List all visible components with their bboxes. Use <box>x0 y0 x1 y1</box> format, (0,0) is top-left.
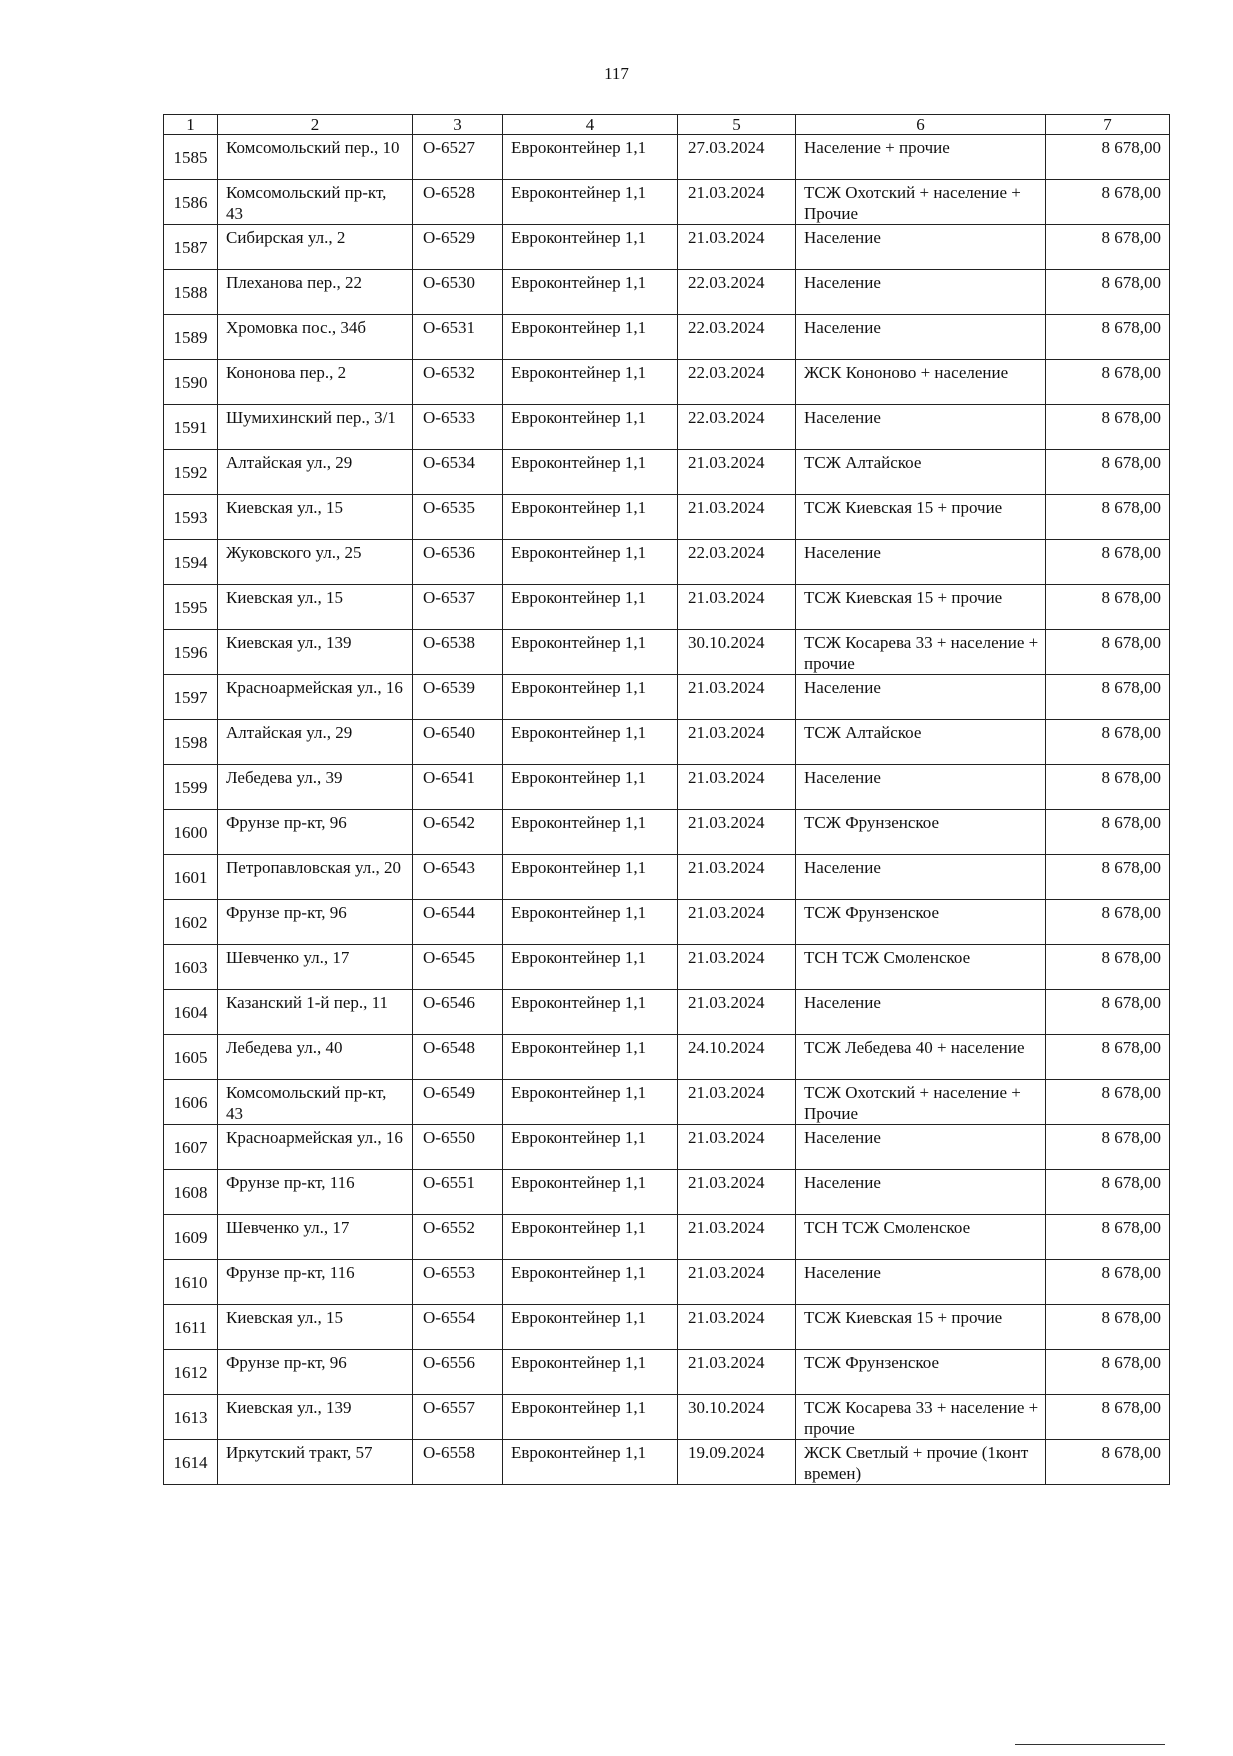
date-cell: 19.09.2024 <box>678 1440 796 1485</box>
container-cell: Евроконтейнер 1,1 <box>503 225 678 270</box>
table-row <box>164 945 1170 990</box>
container-cell: Евроконтейнер 1,1 <box>503 450 678 495</box>
container-cell: Евроконтейнер 1,1 <box>503 1215 678 1260</box>
address-cell: Красноармейская ул., 16 <box>218 1125 413 1170</box>
row-number: 1589 <box>164 315 218 360</box>
address-cell: Шевченко ул., 17 <box>218 945 413 990</box>
price-cell: 8 678,00 <box>1046 1305 1170 1350</box>
container-cell: Евроконтейнер 1,1 <box>503 675 678 720</box>
address-cell: Алтайская ул., 29 <box>218 720 413 765</box>
address-cell: Киевская ул., 15 <box>218 1305 413 1350</box>
table-row <box>164 135 1170 180</box>
owner-cell: Население <box>796 225 1046 270</box>
price-cell: 8 678,00 <box>1046 1215 1170 1260</box>
code-cell: О-6546 <box>413 990 503 1035</box>
code-cell: О-6551 <box>413 1170 503 1215</box>
container-cell: Евроконтейнер 1,1 <box>503 180 678 225</box>
container-cell: Евроконтейнер 1,1 <box>503 810 678 855</box>
code-cell: О-6536 <box>413 540 503 585</box>
date-cell: 21.03.2024 <box>678 1305 796 1350</box>
table-row <box>164 990 1170 1035</box>
price-cell: 8 678,00 <box>1046 1035 1170 1080</box>
price-cell: 8 678,00 <box>1046 855 1170 900</box>
code-cell: О-6530 <box>413 270 503 315</box>
address-cell: Петропавловская ул., 20 <box>218 855 413 900</box>
container-cell: Евроконтейнер 1,1 <box>503 1125 678 1170</box>
table-row <box>164 900 1170 945</box>
price-cell: 8 678,00 <box>1046 135 1170 180</box>
column-header: 2 <box>218 115 413 135</box>
container-cell: Евроконтейнер 1,1 <box>503 270 678 315</box>
price-cell: 8 678,00 <box>1046 630 1170 675</box>
price-cell: 8 678,00 <box>1046 1260 1170 1305</box>
owner-cell: Население <box>796 270 1046 315</box>
owner-cell: ТСЖ Алтайское <box>796 720 1046 765</box>
code-cell: О-6549 <box>413 1080 503 1125</box>
code-cell: О-6531 <box>413 315 503 360</box>
date-cell: 21.03.2024 <box>678 900 796 945</box>
row-number: 1586 <box>164 180 218 225</box>
table-row <box>164 720 1170 765</box>
code-cell: О-6538 <box>413 630 503 675</box>
column-header: 6 <box>796 115 1046 135</box>
code-cell: О-6556 <box>413 1350 503 1395</box>
price-cell: 8 678,00 <box>1046 720 1170 765</box>
container-cell: Евроконтейнер 1,1 <box>503 360 678 405</box>
row-number: 1605 <box>164 1035 218 1080</box>
address-cell: Комсомольский пер., 10 <box>218 135 413 180</box>
address-cell: Фрунзе пр-кт, 116 <box>218 1260 413 1305</box>
code-cell: О-6540 <box>413 720 503 765</box>
owner-cell: ТСН ТСЖ Смоленское <box>796 945 1046 990</box>
table-row <box>164 1125 1170 1170</box>
code-cell: О-6557 <box>413 1395 503 1440</box>
price-cell: 8 678,00 <box>1046 1080 1170 1125</box>
owner-cell: Население <box>796 540 1046 585</box>
row-number: 1600 <box>164 810 218 855</box>
container-cell: Евроконтейнер 1,1 <box>503 405 678 450</box>
row-number: 1596 <box>164 630 218 675</box>
date-cell: 21.03.2024 <box>678 675 796 720</box>
date-cell: 30.10.2024 <box>678 1395 796 1440</box>
container-cell: Евроконтейнер 1,1 <box>503 540 678 585</box>
container-cell: Евроконтейнер 1,1 <box>503 630 678 675</box>
table-row <box>164 450 1170 495</box>
address-cell: Комсомольский пр-кт, 43 <box>218 180 413 225</box>
row-number: 1613 <box>164 1395 218 1440</box>
date-cell: 21.03.2024 <box>678 990 796 1035</box>
address-cell: Алтайская ул., 29 <box>218 450 413 495</box>
row-number: 1614 <box>164 1440 218 1485</box>
owner-cell: ТСЖ Фрунзенское <box>796 1350 1046 1395</box>
price-cell: 8 678,00 <box>1046 1170 1170 1215</box>
owner-cell: ТСЖ Киевская 15 + прочие <box>796 1305 1046 1350</box>
date-cell: 21.03.2024 <box>678 1260 796 1305</box>
address-cell: Красноармейская ул., 16 <box>218 675 413 720</box>
table-row <box>164 1350 1170 1395</box>
owner-cell: ТСЖ Косарева 33 + население + прочие <box>796 1395 1046 1440</box>
owner-cell: Население <box>796 1170 1046 1215</box>
table-row <box>164 675 1170 720</box>
address-cell: Киевская ул., 139 <box>218 1395 413 1440</box>
container-cell: Евроконтейнер 1,1 <box>503 1440 678 1485</box>
row-number: 1588 <box>164 270 218 315</box>
row-number: 1611 <box>164 1305 218 1350</box>
container-cell: Евроконтейнер 1,1 <box>503 855 678 900</box>
table-row <box>164 1305 1170 1350</box>
address-cell: Фрунзе пр-кт, 96 <box>218 810 413 855</box>
date-cell: 21.03.2024 <box>678 810 796 855</box>
bottom-rule <box>1015 1744 1165 1745</box>
owner-cell: Население <box>796 405 1046 450</box>
owner-cell: ТСЖ Киевская 15 + прочие <box>796 585 1046 630</box>
table-row <box>164 540 1170 585</box>
code-cell: О-6544 <box>413 900 503 945</box>
date-cell: 21.03.2024 <box>678 1350 796 1395</box>
date-cell: 30.10.2024 <box>678 630 796 675</box>
row-number: 1593 <box>164 495 218 540</box>
date-cell: 21.03.2024 <box>678 1170 796 1215</box>
owner-cell: ТСЖ Фрунзенское <box>796 810 1046 855</box>
owner-cell: Население <box>796 1260 1046 1305</box>
code-cell: О-6535 <box>413 495 503 540</box>
address-cell: Лебедева ул., 39 <box>218 765 413 810</box>
table-row <box>164 495 1170 540</box>
address-cell: Кононова пер., 2 <box>218 360 413 405</box>
table-row <box>164 630 1170 675</box>
owner-cell: Население + прочие <box>796 135 1046 180</box>
owner-cell: ТСЖ Алтайское <box>796 450 1046 495</box>
price-cell: 8 678,00 <box>1046 990 1170 1035</box>
registry-table-wrapper <box>163 114 1169 1485</box>
owner-cell: ЖСК Светлый + прочие (1конт времен) <box>796 1440 1046 1485</box>
date-cell: 21.03.2024 <box>678 1215 796 1260</box>
owner-cell: Население <box>796 1125 1046 1170</box>
code-cell: О-6543 <box>413 855 503 900</box>
code-cell: О-6529 <box>413 225 503 270</box>
owner-cell: ТСЖ Лебедева 40 + население <box>796 1035 1046 1080</box>
container-cell: Евроконтейнер 1,1 <box>503 585 678 630</box>
date-cell: 22.03.2024 <box>678 315 796 360</box>
container-cell: Евроконтейнер 1,1 <box>503 1260 678 1305</box>
row-number: 1594 <box>164 540 218 585</box>
price-cell: 8 678,00 <box>1046 180 1170 225</box>
price-cell: 8 678,00 <box>1046 1350 1170 1395</box>
price-cell: 8 678,00 <box>1046 810 1170 855</box>
column-header: 4 <box>503 115 678 135</box>
date-cell: 21.03.2024 <box>678 1125 796 1170</box>
owner-cell: Население <box>796 990 1046 1035</box>
address-cell: Киевская ул., 15 <box>218 585 413 630</box>
address-cell: Фрунзе пр-кт, 96 <box>218 900 413 945</box>
code-cell: О-6553 <box>413 1260 503 1305</box>
row-number: 1607 <box>164 1125 218 1170</box>
table-row <box>164 225 1170 270</box>
row-number: 1602 <box>164 900 218 945</box>
address-cell: Сибирская ул., 2 <box>218 225 413 270</box>
address-cell: Киевская ул., 15 <box>218 495 413 540</box>
table-row <box>164 1215 1170 1260</box>
row-number: 1610 <box>164 1260 218 1305</box>
table-row <box>164 765 1170 810</box>
row-number: 1585 <box>164 135 218 180</box>
address-cell: Фрунзе пр-кт, 116 <box>218 1170 413 1215</box>
table-row <box>164 405 1170 450</box>
container-cell: Евроконтейнер 1,1 <box>503 720 678 765</box>
address-cell: Лебедева ул., 40 <box>218 1035 413 1080</box>
price-cell: 8 678,00 <box>1046 1440 1170 1485</box>
container-cell: Евроконтейнер 1,1 <box>503 765 678 810</box>
registry-table <box>163 114 1170 1485</box>
row-number: 1598 <box>164 720 218 765</box>
owner-cell: ТСЖ Киевская 15 + прочие <box>796 495 1046 540</box>
price-cell: 8 678,00 <box>1046 1125 1170 1170</box>
code-cell: О-6534 <box>413 450 503 495</box>
table-row <box>164 855 1170 900</box>
date-cell: 21.03.2024 <box>678 450 796 495</box>
owner-cell: Население <box>796 315 1046 360</box>
address-cell: Плеханова пер., 22 <box>218 270 413 315</box>
container-cell: Евроконтейнер 1,1 <box>503 315 678 360</box>
address-cell: Шевченко ул., 17 <box>218 1215 413 1260</box>
row-number: 1592 <box>164 450 218 495</box>
container-cell: Евроконтейнер 1,1 <box>503 1170 678 1215</box>
address-cell: Жуковского ул., 25 <box>218 540 413 585</box>
date-cell: 21.03.2024 <box>678 225 796 270</box>
date-cell: 21.03.2024 <box>678 585 796 630</box>
owner-cell: ТСЖ Фрунзенское <box>796 900 1046 945</box>
row-number: 1603 <box>164 945 218 990</box>
owner-cell: Население <box>796 765 1046 810</box>
date-cell: 22.03.2024 <box>678 270 796 315</box>
price-cell: 8 678,00 <box>1046 270 1170 315</box>
row-number: 1601 <box>164 855 218 900</box>
date-cell: 24.10.2024 <box>678 1035 796 1080</box>
table-row <box>164 1260 1170 1305</box>
owner-cell: Население <box>796 675 1046 720</box>
code-cell: О-6541 <box>413 765 503 810</box>
date-cell: 22.03.2024 <box>678 540 796 585</box>
container-cell: Евроконтейнер 1,1 <box>503 135 678 180</box>
header-row <box>164 115 1170 135</box>
owner-cell: Население <box>796 855 1046 900</box>
row-number: 1591 <box>164 405 218 450</box>
price-cell: 8 678,00 <box>1046 675 1170 720</box>
price-cell: 8 678,00 <box>1046 1395 1170 1440</box>
owner-cell: ТСЖ Охотский + население + Прочие <box>796 1080 1046 1125</box>
date-cell: 21.03.2024 <box>678 855 796 900</box>
owner-cell: ТСН ТСЖ Смоленское <box>796 1215 1046 1260</box>
container-cell: Евроконтейнер 1,1 <box>503 990 678 1035</box>
row-number: 1587 <box>164 225 218 270</box>
code-cell: О-6533 <box>413 405 503 450</box>
code-cell: О-6528 <box>413 180 503 225</box>
table-row <box>164 1035 1170 1080</box>
price-cell: 8 678,00 <box>1046 450 1170 495</box>
row-number: 1595 <box>164 585 218 630</box>
container-cell: Евроконтейнер 1,1 <box>503 1035 678 1080</box>
address-cell: Казанский 1-й пер., 11 <box>218 990 413 1035</box>
price-cell: 8 678,00 <box>1046 585 1170 630</box>
code-cell: О-6554 <box>413 1305 503 1350</box>
table-row <box>164 180 1170 225</box>
address-cell: Хромовка пос., 34б <box>218 315 413 360</box>
price-cell: 8 678,00 <box>1046 765 1170 810</box>
owner-cell: ЖСК Кононово + население <box>796 360 1046 405</box>
date-cell: 22.03.2024 <box>678 360 796 405</box>
container-cell: Евроконтейнер 1,1 <box>503 495 678 540</box>
row-number: 1612 <box>164 1350 218 1395</box>
price-cell: 8 678,00 <box>1046 900 1170 945</box>
code-cell: О-6548 <box>413 1035 503 1080</box>
row-number: 1590 <box>164 360 218 405</box>
table-row <box>164 1395 1170 1440</box>
address-cell: Фрунзе пр-кт, 96 <box>218 1350 413 1395</box>
table-row <box>164 360 1170 405</box>
column-header: 5 <box>678 115 796 135</box>
row-number: 1608 <box>164 1170 218 1215</box>
code-cell: О-6558 <box>413 1440 503 1485</box>
table-row <box>164 315 1170 360</box>
table-header <box>164 115 1170 135</box>
table-row <box>164 1170 1170 1215</box>
address-cell: Киевская ул., 139 <box>218 630 413 675</box>
code-cell: О-6527 <box>413 135 503 180</box>
table-body <box>164 135 1170 1485</box>
table-row <box>164 585 1170 630</box>
address-cell: Комсомольский пр-кт, 43 <box>218 1080 413 1125</box>
date-cell: 21.03.2024 <box>678 720 796 765</box>
column-header: 3 <box>413 115 503 135</box>
table-row <box>164 1440 1170 1485</box>
code-cell: О-6537 <box>413 585 503 630</box>
column-header: 7 <box>1046 115 1170 135</box>
price-cell: 8 678,00 <box>1046 495 1170 540</box>
container-cell: Евроконтейнер 1,1 <box>503 900 678 945</box>
code-cell: О-6550 <box>413 1125 503 1170</box>
column-header: 1 <box>164 115 218 135</box>
date-cell: 21.03.2024 <box>678 180 796 225</box>
date-cell: 21.03.2024 <box>678 1080 796 1125</box>
owner-cell: ТСЖ Косарева 33 + население + прочие <box>796 630 1046 675</box>
price-cell: 8 678,00 <box>1046 360 1170 405</box>
code-cell: О-6552 <box>413 1215 503 1260</box>
code-cell: О-6532 <box>413 360 503 405</box>
row-number: 1597 <box>164 675 218 720</box>
date-cell: 21.03.2024 <box>678 495 796 540</box>
code-cell: О-6545 <box>413 945 503 990</box>
address-cell: Шумихинский пер., 3/1 <box>218 405 413 450</box>
price-cell: 8 678,00 <box>1046 225 1170 270</box>
container-cell: Евроконтейнер 1,1 <box>503 1395 678 1440</box>
price-cell: 8 678,00 <box>1046 540 1170 585</box>
code-cell: О-6542 <box>413 810 503 855</box>
row-number: 1599 <box>164 765 218 810</box>
date-cell: 22.03.2024 <box>678 405 796 450</box>
container-cell: Евроконтейнер 1,1 <box>503 945 678 990</box>
price-cell: 8 678,00 <box>1046 405 1170 450</box>
row-number: 1606 <box>164 1080 218 1125</box>
address-cell: Иркутский тракт, 57 <box>218 1440 413 1485</box>
container-cell: Евроконтейнер 1,1 <box>503 1305 678 1350</box>
owner-cell: ТСЖ Охотский + население + Прочие <box>796 180 1046 225</box>
table-row <box>164 1080 1170 1125</box>
row-number: 1609 <box>164 1215 218 1260</box>
container-cell: Евроконтейнер 1,1 <box>503 1350 678 1395</box>
row-number: 1604 <box>164 990 218 1035</box>
price-cell: 8 678,00 <box>1046 945 1170 990</box>
date-cell: 27.03.2024 <box>678 135 796 180</box>
table-row <box>164 270 1170 315</box>
code-cell: О-6539 <box>413 675 503 720</box>
table-row <box>164 810 1170 855</box>
date-cell: 21.03.2024 <box>678 945 796 990</box>
price-cell: 8 678,00 <box>1046 315 1170 360</box>
date-cell: 21.03.2024 <box>678 765 796 810</box>
page-number: 117 <box>604 64 629 83</box>
container-cell: Евроконтейнер 1,1 <box>503 1080 678 1125</box>
